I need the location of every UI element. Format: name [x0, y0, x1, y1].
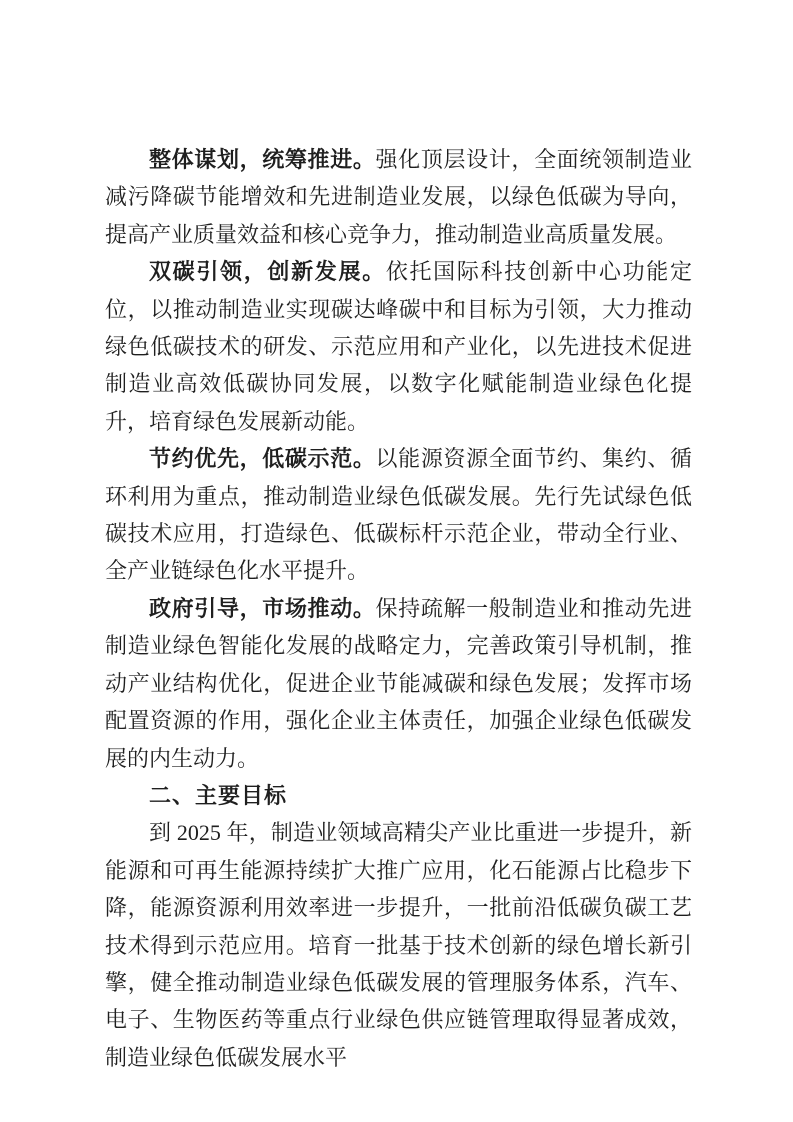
- paragraph: 双碳引领，创新发展。依托国际科技创新中心功能定位，以推动制造业实现碳达峰碳中和目标为引领，大力推动绿色低碳技术的研发、示范应用和产业化，以先进技术促进制造业高效低碳协同发展，以数字化赋能制造业绿色化提升，培育绿色发展新动能。: [105, 259, 692, 434]
- paragraph: 整体谋划，统筹推进。强化顶层设计，全面统领制造业减污降碳节能增效和先进制造业发展，以绿色低碳为导向，提高产业质量效益和核心竞争力，推动制造业高质量发展。: [105, 147, 692, 247]
- section-heading: 二、主要目标: [149, 782, 288, 808]
- paragraph: 到 2025 年，制造业领域高精尖产业比重进一步提升，新能源和可再生能源持续扩大推广应用，化石能源占比稳步下降，能源资源利用效率进一步提升，一批前沿低碳负碳工艺技术得到示范应用。培育一批基于技术创新的绿色增长新引擎，健全推动制造业绿色低碳发展的管理服务体系，汽车、电子、生物医药等重点行业绿色供应链管理取得显著成效，制造业绿色低碳发展水平: [105, 820, 692, 1070]
- paragraph: 政府引导，市场推动。保持疏解一般制造业和推动先进制造业绿色智能化发展的战略定力，完善政策引导机制，推动产业结构优化，促进企业节能减碳和绿色发展；发挥市场配置资源的作用，强化企业主体责任，加强企业绿色低碳发展的内生动力。: [105, 595, 692, 771]
- paragraph-lead: 节约优先，低碳示范。: [149, 446, 376, 472]
- paragraph: 节约优先，低碳示范。以能源资源全面节约、集约、循环利用为重点，推动制造业绿色低碳发展。先行先试绿色低碳技术应用，打造绿色、低碳标杆示范企业，带动全行业、全产业链绿色化水平提升。: [105, 446, 692, 584]
- paragraph-lead: 整体谋划，统筹推进。: [149, 147, 376, 172]
- paragraph-lead: 政府引导，市场推动。: [149, 595, 376, 621]
- paragraph-lead: 双碳引领，创新发展。: [149, 259, 386, 285]
- document-body: [105, 141, 692, 1076]
